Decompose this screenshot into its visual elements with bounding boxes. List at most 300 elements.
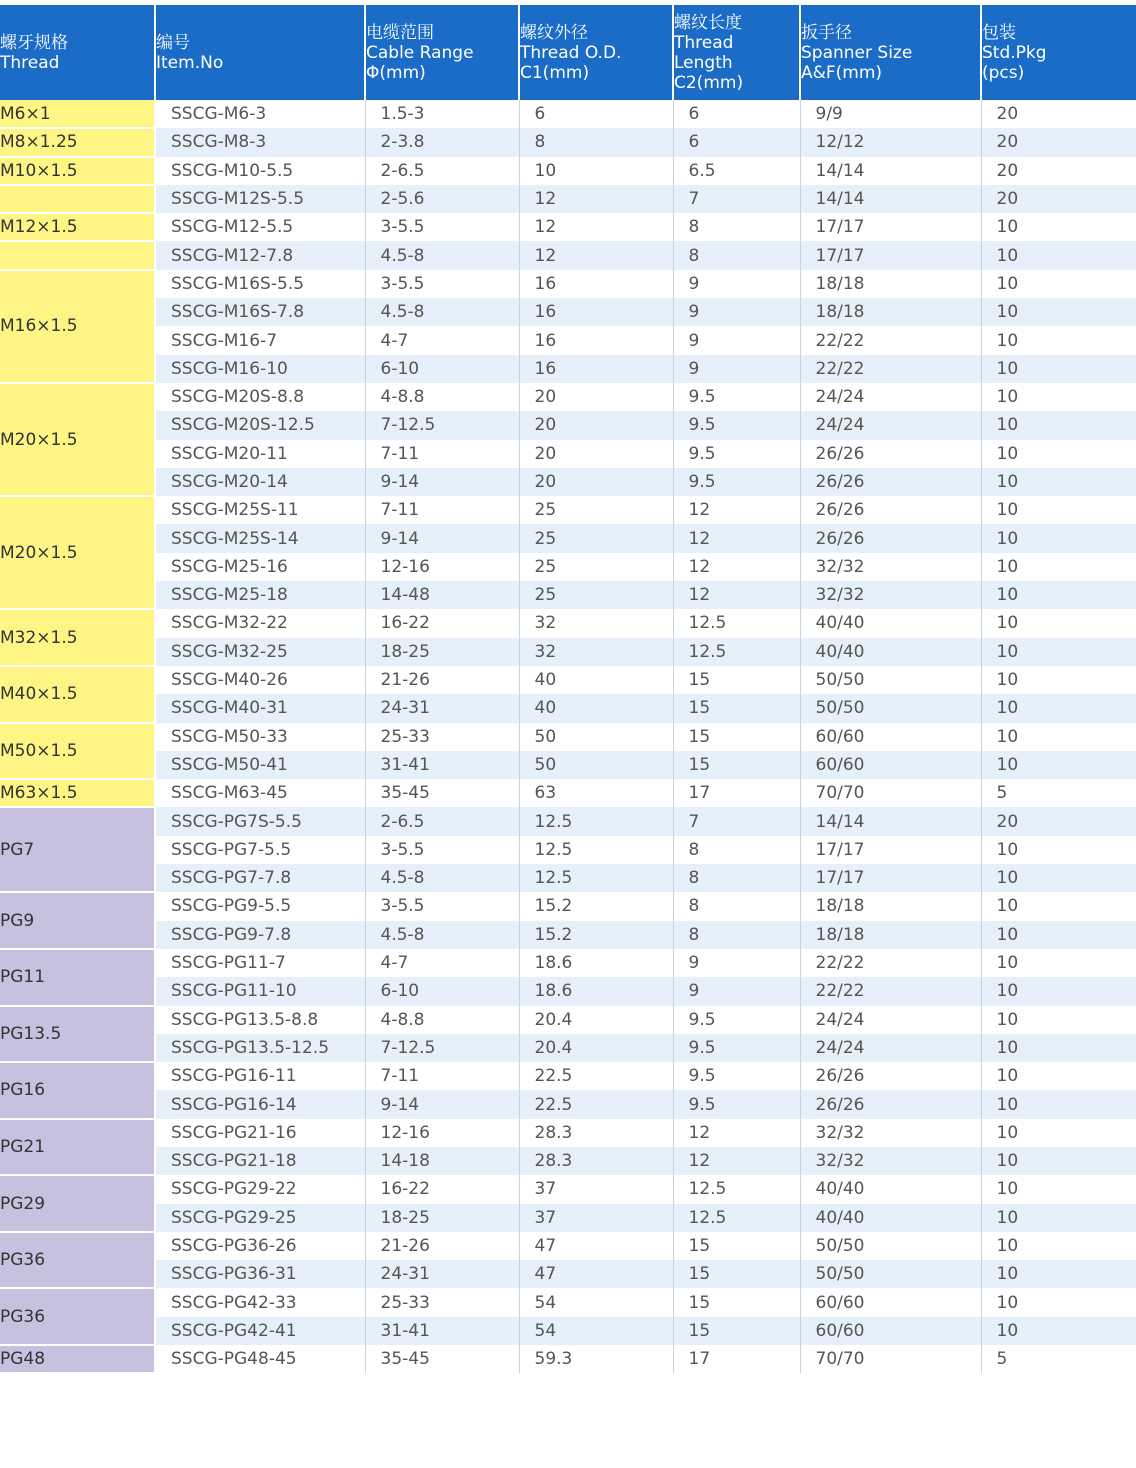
thread-od-cell: 12 xyxy=(519,185,673,213)
table-row xyxy=(0,128,1136,156)
spanner-size-cell: 22/22 xyxy=(800,977,981,1005)
table-row xyxy=(0,1288,1136,1316)
thread-od-cell: 40 xyxy=(519,666,673,694)
std-pkg-cell: 10 xyxy=(981,440,1136,468)
table-row xyxy=(0,581,1136,609)
spanner-size-cell: 22/22 xyxy=(800,326,981,354)
thread-spec-cell: M50×1.5 xyxy=(0,723,155,780)
spanner-size-cell: 18/18 xyxy=(800,892,981,920)
table-row xyxy=(0,468,1136,496)
thread-spec-cell: PG9 xyxy=(0,892,155,949)
table-row xyxy=(0,1090,1136,1118)
item-no-cell: SSCG-PG7-5.5 xyxy=(155,836,365,864)
cable-range-cell: 4.5-8 xyxy=(365,241,519,269)
thread-length-cell: 15 xyxy=(673,1288,800,1316)
thread-length-cell: 15 xyxy=(673,1317,800,1345)
item-no-cell: SSCG-M25-16 xyxy=(155,553,365,581)
std-pkg-cell: 10 xyxy=(981,836,1136,864)
thread-od-cell: 12.5 xyxy=(519,807,673,835)
thread-spec-cell: M32×1.5 xyxy=(0,609,155,666)
thread-od-cell: 20 xyxy=(519,440,673,468)
thread-length-cell: 9.5 xyxy=(673,468,800,496)
table-row xyxy=(0,411,1136,439)
thread-spec-cell xyxy=(0,185,155,213)
thread-od-cell: 25 xyxy=(519,581,673,609)
thread-spec-cell: PG36 xyxy=(0,1232,155,1289)
thread-od-cell: 28.3 xyxy=(519,1119,673,1147)
spanner-size-cell: 32/32 xyxy=(800,553,981,581)
spanner-size-cell: 26/26 xyxy=(800,1090,981,1118)
table-row xyxy=(0,836,1136,864)
thread-length-cell: 9.5 xyxy=(673,383,800,411)
table-row xyxy=(0,1260,1136,1288)
thread-length-cell: 7 xyxy=(673,185,800,213)
std-pkg-cell: 10 xyxy=(981,1175,1136,1203)
thread-od-cell: 12.5 xyxy=(519,836,673,864)
std-pkg-cell: 10 xyxy=(981,1034,1136,1062)
item-no-cell: SSCG-PG29-22 xyxy=(155,1175,365,1203)
table-row xyxy=(0,157,1136,185)
table-row xyxy=(0,864,1136,892)
std-pkg-cell: 10 xyxy=(981,751,1136,779)
item-no-cell: SSCG-M12S-5.5 xyxy=(155,185,365,213)
thread-length-cell: 15 xyxy=(673,694,800,722)
std-pkg-cell: 10 xyxy=(981,270,1136,298)
cable-range-cell: 35-45 xyxy=(365,779,519,807)
item-no-cell: SSCG-M50-41 xyxy=(155,751,365,779)
thread-length-cell: 12 xyxy=(673,496,800,524)
item-no-cell: SSCG-M10-5.5 xyxy=(155,157,365,185)
cable-range-cell: 16-22 xyxy=(365,1175,519,1203)
thread-length-cell: 6.5 xyxy=(673,157,800,185)
item-no-cell: SSCG-PG7-7.8 xyxy=(155,864,365,892)
cable-range-cell: 7-12.5 xyxy=(365,1034,519,1062)
thread-od-cell: 28.3 xyxy=(519,1147,673,1175)
thread-od-cell: 47 xyxy=(519,1232,673,1260)
item-no-cell: SSCG-M16-10 xyxy=(155,355,365,383)
spanner-size-cell: 18/18 xyxy=(800,921,981,949)
item-no-cell: SSCG-M16-7 xyxy=(155,326,365,354)
thread-spec-cell: PG48 xyxy=(0,1345,155,1373)
header-item xyxy=(155,5,365,100)
spanner-size-cell: 32/32 xyxy=(800,1147,981,1175)
table-row xyxy=(0,1119,1136,1147)
item-no-cell: SSCG-M25S-11 xyxy=(155,496,365,524)
thread-spec-cell: M10×1.5 xyxy=(0,157,155,185)
std-pkg-cell: 10 xyxy=(981,581,1136,609)
table-row xyxy=(0,807,1136,835)
table-row xyxy=(0,751,1136,779)
spanner-size-cell: 22/22 xyxy=(800,355,981,383)
thread-spec-cell: M16×1.5 xyxy=(0,270,155,383)
thread-od-cell: 20 xyxy=(519,383,673,411)
item-no-cell: SSCG-M25S-14 xyxy=(155,524,365,552)
std-pkg-cell: 5 xyxy=(981,779,1136,807)
spanner-size-cell: 22/22 xyxy=(800,949,981,977)
thread-length-cell: 9 xyxy=(673,355,800,383)
table-row xyxy=(0,977,1136,1005)
item-no-cell: SSCG-PG9-5.5 xyxy=(155,892,365,920)
thread-length-cell: 12 xyxy=(673,581,800,609)
thread-length-cell: 9.5 xyxy=(673,1090,800,1118)
cable-range-cell: 7-11 xyxy=(365,496,519,524)
thread-spec-cell: PG29 xyxy=(0,1175,155,1232)
header-pkg-en2: (pcs) xyxy=(982,62,1025,83)
std-pkg-cell: 10 xyxy=(981,1006,1136,1034)
thread-length-cell: 15 xyxy=(673,1232,800,1260)
thread-length-cell: 12.5 xyxy=(673,638,800,666)
std-pkg-cell: 10 xyxy=(981,864,1136,892)
spanner-size-cell: 26/26 xyxy=(800,468,981,496)
thread-od-cell: 15.2 xyxy=(519,921,673,949)
table-row xyxy=(0,326,1136,354)
thread-length-cell: 12.5 xyxy=(673,609,800,637)
thread-spec-cell: PG36 xyxy=(0,1288,155,1345)
thread-od-cell: 20 xyxy=(519,411,673,439)
cable-range-cell: 25-33 xyxy=(365,1288,519,1316)
cable-range-cell: 14-48 xyxy=(365,581,519,609)
thread-od-cell: 16 xyxy=(519,355,673,383)
std-pkg-cell: 10 xyxy=(981,411,1136,439)
cable-range-cell: 7-11 xyxy=(365,1062,519,1090)
thread-od-cell: 12 xyxy=(519,241,673,269)
spanner-size-cell: 60/60 xyxy=(800,1288,981,1316)
thread-length-cell: 8 xyxy=(673,864,800,892)
cable-range-cell: 6-10 xyxy=(365,355,519,383)
table-row xyxy=(0,779,1136,807)
spanner-size-cell: 9/9 xyxy=(800,100,981,128)
spanner-size-cell: 70/70 xyxy=(800,779,981,807)
spanner-size-cell: 50/50 xyxy=(800,694,981,722)
std-pkg-cell: 20 xyxy=(981,100,1136,128)
thread-spec-cell: M20×1.5 xyxy=(0,496,155,609)
table-row xyxy=(0,496,1136,524)
thread-od-cell: 15.2 xyxy=(519,892,673,920)
thread-od-cell: 20 xyxy=(519,468,673,496)
std-pkg-cell: 10 xyxy=(981,383,1136,411)
header-spanner-size xyxy=(800,5,981,100)
header-od-zh: 螺纹外径 xyxy=(520,22,588,43)
thread-length-cell: 12 xyxy=(673,1147,800,1175)
std-pkg-cell: 5 xyxy=(981,1345,1136,1373)
cable-range-cell: 3-5.5 xyxy=(365,270,519,298)
table-row xyxy=(0,185,1136,213)
cable-range-cell: 18-25 xyxy=(365,638,519,666)
std-pkg-cell: 10 xyxy=(981,1317,1136,1345)
spec-table xyxy=(0,5,1136,1374)
table-row xyxy=(0,723,1136,751)
cable-range-cell: 9-14 xyxy=(365,524,519,552)
spanner-size-cell: 18/18 xyxy=(800,298,981,326)
thread-spec-cell: PG16 xyxy=(0,1062,155,1119)
thread-od-cell: 54 xyxy=(519,1317,673,1345)
std-pkg-cell: 10 xyxy=(981,892,1136,920)
header-pkg-zh: 包装 xyxy=(982,22,1016,43)
thread-spec-cell: PG7 xyxy=(0,807,155,892)
thread-od-cell: 8 xyxy=(519,128,673,156)
thread-spec-cell xyxy=(0,241,155,269)
header-row xyxy=(0,5,1136,100)
thread-length-cell: 9 xyxy=(673,977,800,1005)
item-no-cell: SSCG-M32-25 xyxy=(155,638,365,666)
thread-length-cell: 15 xyxy=(673,723,800,751)
spanner-size-cell: 50/50 xyxy=(800,1260,981,1288)
table-row xyxy=(0,213,1136,241)
thread-length-cell: 8 xyxy=(673,213,800,241)
item-no-cell: SSCG-M25-18 xyxy=(155,581,365,609)
std-pkg-cell: 10 xyxy=(981,1090,1136,1118)
std-pkg-cell: 10 xyxy=(981,524,1136,552)
std-pkg-cell: 10 xyxy=(981,694,1136,722)
thread-spec-cell: PG13.5 xyxy=(0,1006,155,1063)
thread-od-cell: 63 xyxy=(519,779,673,807)
thread-length-cell: 12 xyxy=(673,524,800,552)
cable-range-cell: 4-8.8 xyxy=(365,383,519,411)
cable-range-cell: 21-26 xyxy=(365,666,519,694)
spanner-size-cell: 24/24 xyxy=(800,411,981,439)
table-row xyxy=(0,638,1136,666)
thread-length-cell: 12 xyxy=(673,553,800,581)
cable-range-cell: 16-22 xyxy=(365,609,519,637)
std-pkg-cell: 10 xyxy=(981,723,1136,751)
item-no-cell: SSCG-M32-22 xyxy=(155,609,365,637)
cable-range-cell: 6-10 xyxy=(365,977,519,1005)
item-no-cell: SSCG-M16S-5.5 xyxy=(155,270,365,298)
cable-range-cell: 3-5.5 xyxy=(365,213,519,241)
table-row xyxy=(0,1317,1136,1345)
thread-length-cell: 6 xyxy=(673,128,800,156)
thread-length-cell: 6 xyxy=(673,100,800,128)
spanner-size-cell: 40/40 xyxy=(800,609,981,637)
item-no-cell: SSCG-PG13.5-12.5 xyxy=(155,1034,365,1062)
table-row xyxy=(0,524,1136,552)
table-row xyxy=(0,1204,1136,1232)
std-pkg-cell: 10 xyxy=(981,638,1136,666)
table-row xyxy=(0,892,1136,920)
table-row xyxy=(0,694,1136,722)
header-thread-en: Thread xyxy=(0,52,60,73)
thread-od-cell: 40 xyxy=(519,694,673,722)
cable-range-cell: 4.5-8 xyxy=(365,921,519,949)
cable-range-cell: 3-5.5 xyxy=(365,892,519,920)
spanner-size-cell: 32/32 xyxy=(800,1119,981,1147)
cable-range-cell: 4-8.8 xyxy=(365,1006,519,1034)
thread-length-cell: 12.5 xyxy=(673,1175,800,1203)
header-spanner-en1: Spanner Size xyxy=(801,42,913,63)
cable-range-cell: 4-7 xyxy=(365,949,519,977)
std-pkg-cell: 20 xyxy=(981,128,1136,156)
item-no-cell: SSCG-PG13.5-8.8 xyxy=(155,1006,365,1034)
item-no-cell: SSCG-M12-5.5 xyxy=(155,213,365,241)
thread-length-cell: 9.5 xyxy=(673,1062,800,1090)
item-no-cell: SSCG-PG11-7 xyxy=(155,949,365,977)
item-no-cell: SSCG-PG9-7.8 xyxy=(155,921,365,949)
cable-range-cell: 24-31 xyxy=(365,1260,519,1288)
cable-range-cell: 2-6.5 xyxy=(365,157,519,185)
std-pkg-cell: 10 xyxy=(981,1119,1136,1147)
cable-range-cell: 12-16 xyxy=(365,1119,519,1147)
thread-length-cell: 8 xyxy=(673,921,800,949)
thread-od-cell: 18.6 xyxy=(519,949,673,977)
header-cable-zh: 电缆范围 xyxy=(366,22,434,43)
thread-length-cell: 8 xyxy=(673,241,800,269)
std-pkg-cell: 10 xyxy=(981,326,1136,354)
cable-range-cell: 4.5-8 xyxy=(365,864,519,892)
thread-od-cell: 25 xyxy=(519,496,673,524)
header-spanner-en2: A&F(mm) xyxy=(801,62,883,83)
item-no-cell: SSCG-M20S-12.5 xyxy=(155,411,365,439)
thread-od-cell: 16 xyxy=(519,326,673,354)
header-cable-range xyxy=(365,5,519,100)
header-length-en2: Length xyxy=(674,52,733,73)
thread-length-cell: 9.5 xyxy=(673,1006,800,1034)
thread-od-cell: 54 xyxy=(519,1288,673,1316)
spanner-size-cell: 12/12 xyxy=(800,128,981,156)
thread-od-cell: 20.4 xyxy=(519,1006,673,1034)
thread-length-cell: 9.5 xyxy=(673,440,800,468)
table-row xyxy=(0,298,1136,326)
cable-range-cell: 14-18 xyxy=(365,1147,519,1175)
spanner-size-cell: 18/18 xyxy=(800,270,981,298)
thread-length-cell: 15 xyxy=(673,751,800,779)
cable-range-cell: 24-31 xyxy=(365,694,519,722)
std-pkg-cell: 10 xyxy=(981,666,1136,694)
table-row xyxy=(0,440,1136,468)
thread-spec-cell: M6×1 xyxy=(0,100,155,128)
table-row xyxy=(0,241,1136,269)
header-item-en: Item.No xyxy=(156,52,224,73)
cable-range-cell: 1.5-3 xyxy=(365,100,519,128)
cable-range-cell: 7-11 xyxy=(365,440,519,468)
table-row xyxy=(0,609,1136,637)
item-no-cell: SSCG-PG42-33 xyxy=(155,1288,365,1316)
header-thread-zh: 螺牙规格 xyxy=(0,32,68,53)
spanner-size-cell: 14/14 xyxy=(800,807,981,835)
table-row xyxy=(0,666,1136,694)
cable-range-cell: 4.5-8 xyxy=(365,298,519,326)
item-no-cell: SSCG-M63-45 xyxy=(155,779,365,807)
spanner-size-cell: 24/24 xyxy=(800,383,981,411)
std-pkg-cell: 10 xyxy=(981,298,1136,326)
table-row xyxy=(0,553,1136,581)
header-item-zh: 编号 xyxy=(156,32,190,53)
cable-range-cell: 3-5.5 xyxy=(365,836,519,864)
item-no-cell: SSCG-M12-7.8 xyxy=(155,241,365,269)
table-row xyxy=(0,1062,1136,1090)
thread-spec-cell: PG11 xyxy=(0,949,155,1006)
thread-length-cell: 12 xyxy=(673,1119,800,1147)
table-row xyxy=(0,1147,1136,1175)
thread-length-cell: 9 xyxy=(673,949,800,977)
spanner-size-cell: 50/50 xyxy=(800,1232,981,1260)
thread-od-cell: 10 xyxy=(519,157,673,185)
spanner-size-cell: 24/24 xyxy=(800,1034,981,1062)
std-pkg-cell: 20 xyxy=(981,807,1136,835)
spanner-size-cell: 24/24 xyxy=(800,1006,981,1034)
cable-range-cell: 12-16 xyxy=(365,553,519,581)
std-pkg-cell: 10 xyxy=(981,977,1136,1005)
spanner-size-cell: 40/40 xyxy=(800,1204,981,1232)
cable-range-cell: 21-26 xyxy=(365,1232,519,1260)
std-pkg-cell: 10 xyxy=(981,355,1136,383)
item-no-cell: SSCG-PG16-14 xyxy=(155,1090,365,1118)
spanner-size-cell: 17/17 xyxy=(800,241,981,269)
item-no-cell: SSCG-M16S-7.8 xyxy=(155,298,365,326)
thread-od-cell: 12.5 xyxy=(519,864,673,892)
cable-range-cell: 18-25 xyxy=(365,1204,519,1232)
std-pkg-cell: 10 xyxy=(981,609,1136,637)
item-no-cell: SSCG-PG29-25 xyxy=(155,1204,365,1232)
item-no-cell: SSCG-PG21-16 xyxy=(155,1119,365,1147)
item-no-cell: SSCG-M50-33 xyxy=(155,723,365,751)
thread-od-cell: 6 xyxy=(519,100,673,128)
item-no-cell: SSCG-M6-3 xyxy=(155,100,365,128)
header-cable-en2: Φ(mm) xyxy=(366,62,426,83)
thread-length-cell: 8 xyxy=(673,836,800,864)
item-no-cell: SSCG-M20-14 xyxy=(155,468,365,496)
thread-length-cell: 12.5 xyxy=(673,1204,800,1232)
thread-od-cell: 37 xyxy=(519,1204,673,1232)
spanner-size-cell: 60/60 xyxy=(800,1317,981,1345)
thread-od-cell: 22.5 xyxy=(519,1062,673,1090)
header-od-en2: C1(mm) xyxy=(520,62,590,83)
thread-od-cell: 12 xyxy=(519,213,673,241)
thread-spec-cell: M12×1.5 xyxy=(0,213,155,241)
spanner-size-cell: 32/32 xyxy=(800,581,981,609)
table-row xyxy=(0,1232,1136,1260)
item-no-cell: SSCG-M8-3 xyxy=(155,128,365,156)
thread-length-cell: 9.5 xyxy=(673,1034,800,1062)
item-no-cell: SSCG-PG36-31 xyxy=(155,1260,365,1288)
cable-range-cell: 7-12.5 xyxy=(365,411,519,439)
spanner-size-cell: 70/70 xyxy=(800,1345,981,1373)
item-no-cell: SSCG-M20S-8.8 xyxy=(155,383,365,411)
spanner-size-cell: 17/17 xyxy=(800,836,981,864)
thread-od-cell: 47 xyxy=(519,1260,673,1288)
spanner-size-cell: 60/60 xyxy=(800,751,981,779)
spec-body xyxy=(0,100,1136,1373)
cable-range-cell: 25-33 xyxy=(365,723,519,751)
item-no-cell: SSCG-M40-26 xyxy=(155,666,365,694)
thread-od-cell: 25 xyxy=(519,553,673,581)
spanner-size-cell: 26/26 xyxy=(800,496,981,524)
std-pkg-cell: 10 xyxy=(981,1288,1136,1316)
std-pkg-cell: 10 xyxy=(981,553,1136,581)
header-cable-en1: Cable Range xyxy=(366,42,474,63)
cable-range-cell: 2-6.5 xyxy=(365,807,519,835)
thread-od-cell: 32 xyxy=(519,609,673,637)
item-no-cell: SSCG-PG42-41 xyxy=(155,1317,365,1345)
header-thread xyxy=(0,5,155,100)
thread-od-cell: 16 xyxy=(519,298,673,326)
std-pkg-cell: 10 xyxy=(981,1062,1136,1090)
std-pkg-cell: 10 xyxy=(981,1147,1136,1175)
table-row xyxy=(0,949,1136,977)
thread-spec-cell: PG21 xyxy=(0,1119,155,1176)
thread-length-cell: 9 xyxy=(673,270,800,298)
std-pkg-cell: 10 xyxy=(981,468,1136,496)
item-no-cell: SSCG-PG48-45 xyxy=(155,1345,365,1373)
table-row xyxy=(0,1006,1136,1034)
item-no-cell: SSCG-M40-31 xyxy=(155,694,365,722)
thread-od-cell: 22.5 xyxy=(519,1090,673,1118)
table-row xyxy=(0,1345,1136,1373)
std-pkg-cell: 20 xyxy=(981,185,1136,213)
header-spanner-zh: 扳手径 xyxy=(801,22,852,43)
std-pkg-cell: 10 xyxy=(981,1204,1136,1232)
cable-range-cell: 35-45 xyxy=(365,1345,519,1373)
std-pkg-cell: 10 xyxy=(981,213,1136,241)
